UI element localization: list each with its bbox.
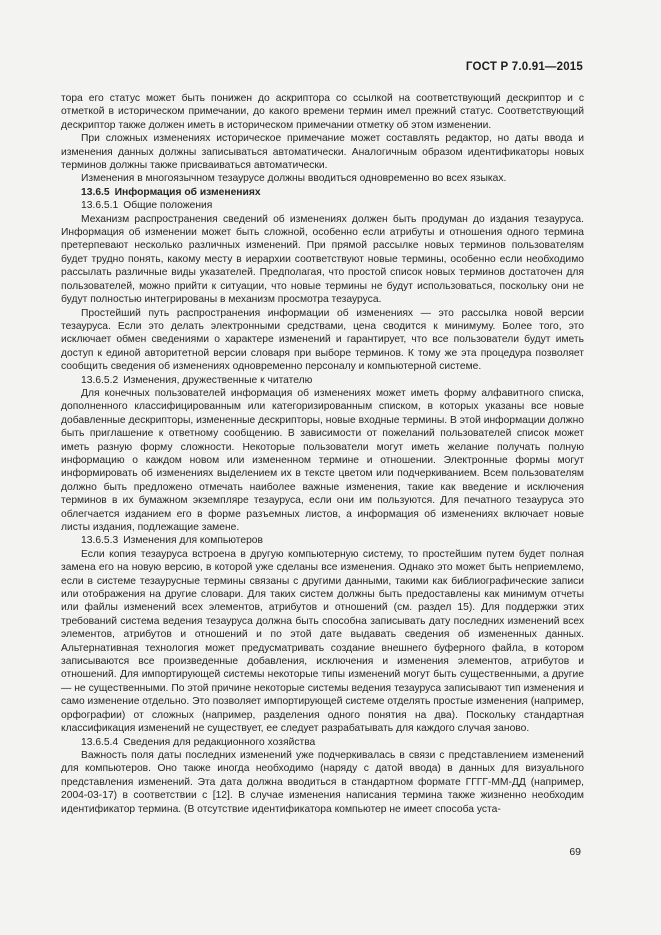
section-heading-13-6-5-1 bbox=[61, 199, 584, 212]
paragraph: Важность поля даты последних изменений уже подчеркивалась в связи с представлением изменений для компьютеров. Оно также иногда необходимо (наряду с датой ввода) в данных для визуального представления изменений. Эта дата должна вводиться в стандартном формате ГГГГ-ММ-ДД (например, 2004-03-17) в соответствии с [12]. В случае изменения написания термина также жизненно необходим идентификатор термина. (В отсутствие идентификатора компьютер не имеет способа уста- bbox=[61, 749, 584, 815]
paragraph: Механизм распространения сведений об изменениях должен быть продуман до издания тезауруса. Информация об изменении может быть сложной, особенно если атрибуты и отношения одного термина претерпевают несколько различных изменений. При прямой рассылке новых терминов пользователям будет трудно понять, какому месту в иерархии соответствуют новые термины, особенно если необходимо рассылать различные виды указателей. Предполагая, что простой список новых терминов достаточен для пользователей, можно прийти к ситуации, что новые термины не будут использоваться, поскольку они не будут полностью интегрированы в механизм просмотра тезауруса. bbox=[61, 213, 584, 306]
section-title: Изменения, дружественные к читателю bbox=[123, 374, 313, 386]
section-number: 13.6.5.2 bbox=[81, 374, 119, 386]
section-title: Изменения для компьютеров bbox=[123, 535, 264, 547]
section-heading-13-6-5-2 bbox=[61, 374, 584, 387]
section-title: Информация об изменениях bbox=[114, 186, 261, 198]
paragraph: тора его статус может быть понижен до аскриптора со ссылкой на соответствующий дескриптор и с отметкой в историческом примечании, до какого времени термин имел прежний статус. Соответствующий дескриптор также должен иметь в историческом примечании отметку об этом изменении. bbox=[61, 93, 584, 131]
paragraph: Простейший путь распространения информации об изменениях — это рассылка новой версии тезауруса. Если это делать электронными средствами, цена сводится к минимуму. Более того, это исключает обмен сведениями о характере изменений и гарантирует, что все пользователи будут иметь доступ к единой авторитетной версии словаря при выборе терминов. К тому же эта процедура позволяет сообщить сведения об изменениях одновременно персоналу и компьютерной системе. bbox=[61, 307, 584, 373]
section-heading-13-6-5-4 bbox=[61, 736, 584, 749]
paragraph: При сложных изменениях историческое примечание может составлять редактор, но даты ввода и изменения данных должны записываться автоматически. Аналогичным образом идентификаторы новых терминов должны также присваиваться автоматически. bbox=[61, 133, 584, 172]
document-code: ГОСТ Р 7.0.91—2015 bbox=[465, 61, 583, 73]
section-title: Общие положения bbox=[123, 200, 213, 212]
paragraph: Если копия тезауруса встроена в другую компьютерную систему, то простейшим путем будет полная замена его на новую версию, в которой уже сделаны все изменения. Однако это может быть неприемлемо, если в системе тезаурусные термины связаны с другими данными, такими как библиографические записи или отображения на другие словари. Для таких систем должны быть предоставлены как минимум отчеты или файлы изменений всех элементов, атрибутов и отношений (см. раздел 15). Для поддержки этих требований система ведения тезауруса должна быть способна записывать дату последних изменений всех элементов, атрибутов и отношений и по этой дате выдавать сведения об измененных данных. Альтернативная технология может предусматривать создание внешнего буферного файла, в котором записываются все произведенные добавления, исключения и изменения элементов, атрибутов и отношений. Для импортирующей системы некоторые типы изменений могут быть существенными, а другие — не существенными. По этой причине некоторые системы ведения тезауруса записывают тип изменения и само изменение отдельно. Это позволяет импортирующей системе отделять простые изменения (например, орфографии) от сложных (например, разделения одного понятия на два). Поскольку стандартная классификация изменений не существует, ее следует разрабатывать для каждого случая заново. bbox=[61, 548, 584, 735]
section-number: 13.6.5 bbox=[81, 186, 110, 198]
paragraph: Для конечных пользователей информация об изменениях может иметь форму алфавитного списка, дополненного классифицированным или категоризированным списком, в которых указаны все новые добавленные дескрипторы, измененные дескрипторы, новые входные термины. В этой информации должно быть приглашение к ответному сообщению. В зависимости от пожеланий пользователей список может иметь разную форму сложности. Некоторые пользователи могут иметь желание получать полную информацию о каждом новом или измененном термине и отношении. Электронные формы могут информировать об изменениях выделением их в тексте цветом или подчеркиванием. Всем пользователям должно быть предложено отмечать наиболее важные изменения, такие как введение и исключения терминов в их бумажном экземпляре тезауруса, если они им пользуются. Для печатного тезауруса это облегчается изданием его в форме разъемных листов, а информация об изменениях включает новые листы издания, подлежащие замене. bbox=[61, 387, 584, 533]
section-number: 13.6.5.1 bbox=[81, 200, 119, 212]
section-title: Сведения для редакционного хозяйства bbox=[123, 736, 316, 748]
page-number: 69 bbox=[569, 846, 581, 858]
paragraph: Изменения в многоязычном тезаурусе должны вводиться одновременно во всех языках. bbox=[81, 173, 507, 185]
section-heading-13-6-5 bbox=[61, 186, 584, 199]
section-heading-13-6-5-3 bbox=[61, 534, 584, 547]
document-body bbox=[61, 92, 584, 816]
section-number: 13.6.5.4 bbox=[81, 736, 119, 748]
section-number: 13.6.5.3 bbox=[81, 535, 119, 547]
